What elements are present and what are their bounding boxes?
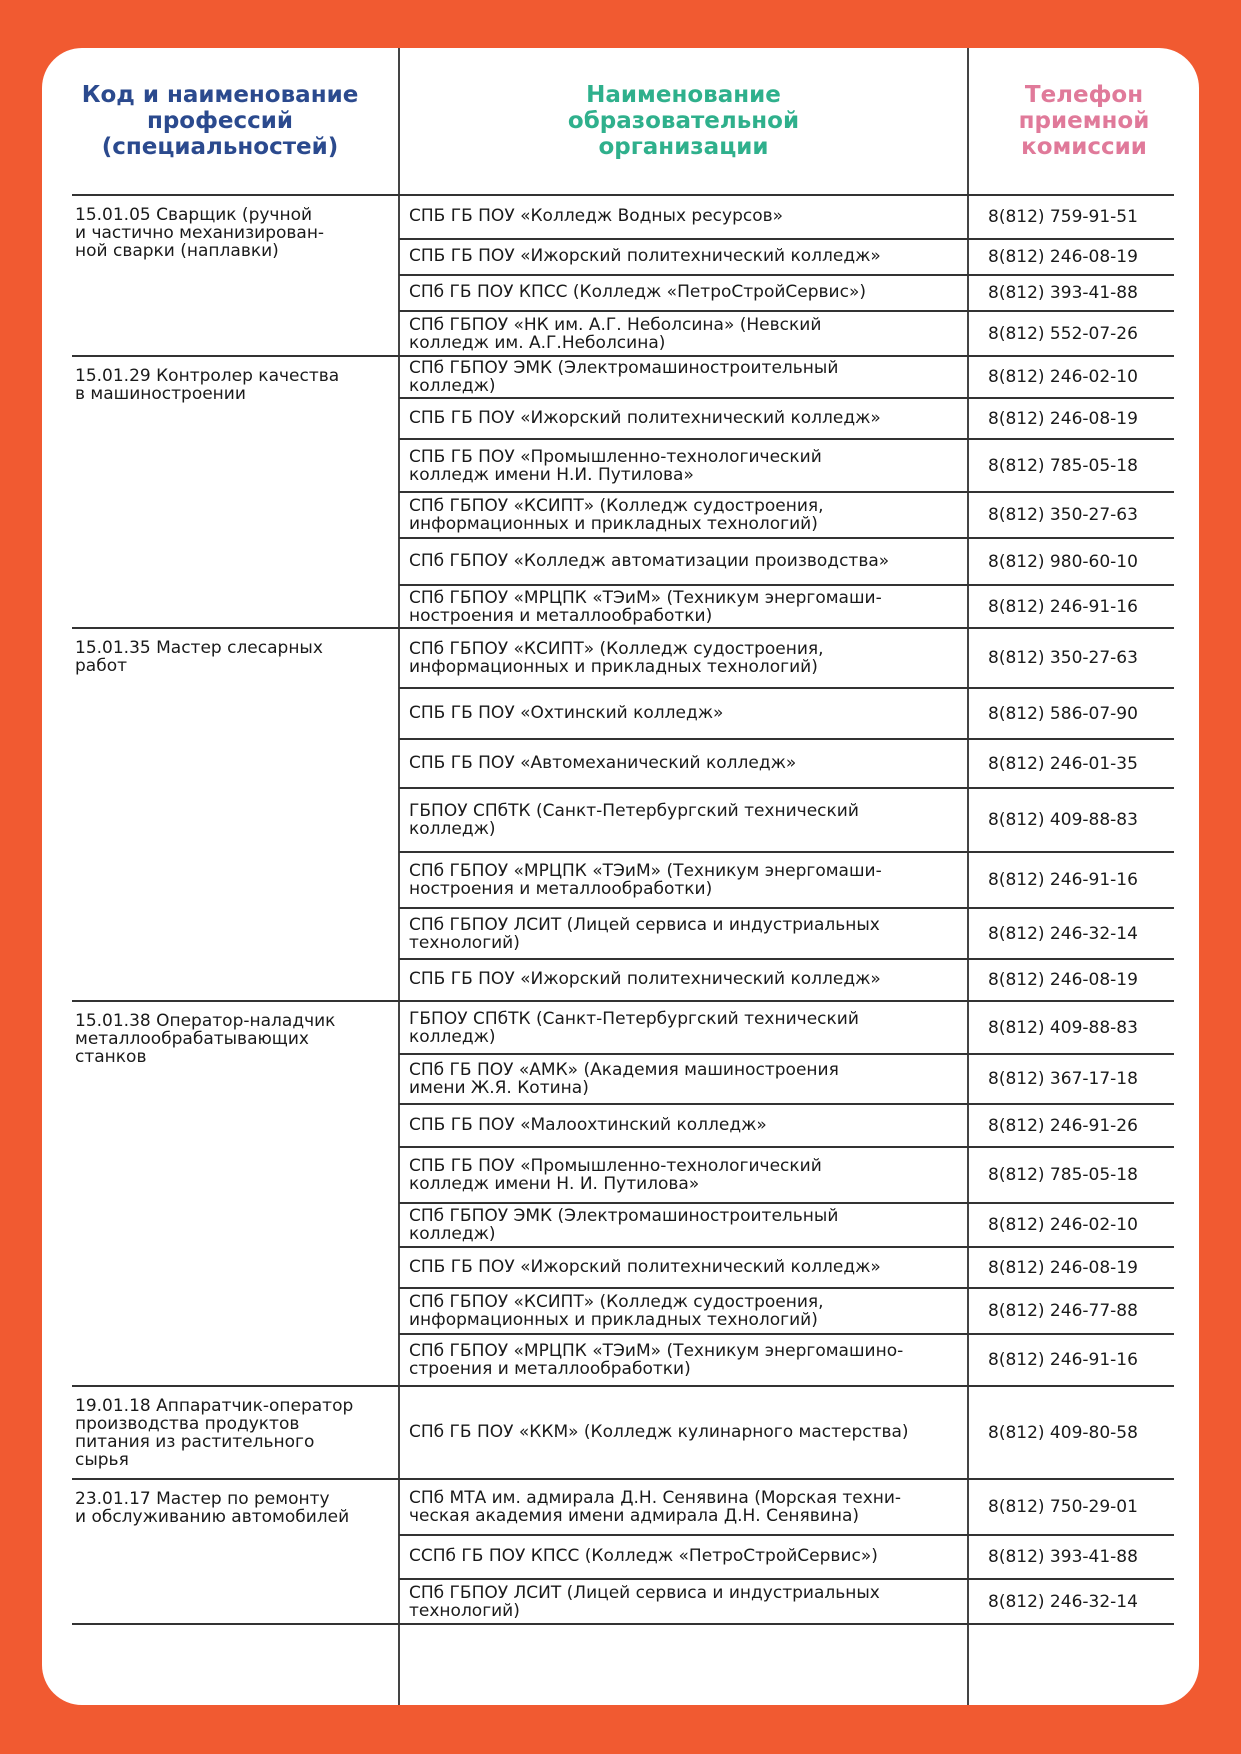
row-divider [72, 1623, 1174, 1625]
organization-cell: СПБ ГБ ПОУ «Ижорский политехнический колледж» [409, 969, 881, 989]
organization-cell: ССПб ГБ ПОУ КПСС (Колледж «ПетроСтройСервис») [409, 1546, 878, 1566]
profession-cell: 15.01.38 Оператор-наладчик металлообрабатывающих станков [75, 1011, 336, 1067]
phone-cell: 8(812) 350-27-63 [988, 648, 1138, 668]
organization-cell: ГБПОУ СПбТК (Санкт-Петербургский технический колледж) [409, 1008, 859, 1047]
row-divider [399, 1202, 1174, 1204]
phone-cell: 8(812) 246-77-88 [988, 1301, 1138, 1321]
organization-cell: СПБ ГБ ПОУ «Колледж Водных ресурсов» [409, 206, 784, 226]
organization-cell: СПБ ГБ ПОУ «Малоохтинский колледж» [409, 1114, 767, 1135]
organization-cell: СПб ГБ ПОУ КПСС (Колледж «ПетроСтройСервис») [409, 282, 866, 302]
organization-cell: СПб ГБПОУ «КСИПТ» (Колледж судостроения, информационных и прикладных технологий) [409, 496, 824, 534]
organization-cell: СПБ ГБ ПОУ «Ижорский политехнический колледж» [409, 407, 881, 428]
phone-cell: 8(812) 246-01-35 [988, 753, 1138, 774]
phone-cell: 8(812) 393-41-88 [988, 283, 1138, 303]
organization-cell: СПб ГБПОУ ЛСИТ (Лицей сервиса и индустриальных технологий) [409, 1582, 880, 1621]
organization-cell: СПБ ГБ ПОУ «Ижорский политехнический колледж» [409, 246, 881, 266]
phone-cell: 8(812) 409-88-83 [988, 810, 1138, 830]
row-divider [399, 491, 1174, 493]
phone-cell: 8(812) 246-32-14 [988, 923, 1138, 944]
phone-cell: 8(812) 246-08-19 [988, 1257, 1138, 1278]
row-divider [72, 1385, 1174, 1387]
organization-cell: СПб ГБПОУ ЛСИТ (Лицей сервиса и индустриальных технологий) [409, 914, 880, 953]
phone-cell: 8(812) 246-91-26 [988, 1115, 1138, 1136]
row-divider [399, 1053, 1174, 1055]
phone-cell: 8(812) 980-60-10 [988, 551, 1138, 572]
profession-cell: 15.01.29 Контролер качества в машиностроении [75, 366, 340, 404]
organization-cell: СПБ ГБ ПОУ «Промышленно-технологический колледж имени Н.И. Путилова» [409, 446, 822, 485]
organization-cell: СПб ГБПОУ ЭМК (Электромашиностроительный колледж) [409, 358, 839, 396]
profession-cell: 23.01.17 Мастер по ремонту и обслуживанию автомобилей [75, 1489, 350, 1527]
phone-cell: 8(812) 246-08-19 [988, 247, 1138, 267]
phone-cell: 8(812) 246-02-10 [988, 1215, 1138, 1235]
organization-cell: СПб ГБПОУ «МРЦПК «ТЭиМ» (Техникум энергомаши- ностроения и металлообработки) [409, 861, 882, 899]
table-body [42, 48, 1199, 1705]
row-divider [399, 738, 1174, 740]
row-divider [399, 1146, 1174, 1148]
header-organization-label: Наименование образовательной организации [567, 82, 800, 160]
row-divider [399, 1287, 1174, 1289]
phone-cell: 8(812) 586-07-90 [988, 703, 1138, 724]
organization-cell: СПб ГБПОУ «МРЦПК «ТЭиМ» (Техникум энергомашино- строения и металлообработки) [409, 1341, 904, 1379]
row-divider [399, 1578, 1174, 1580]
row-divider [399, 851, 1174, 853]
phone-cell: 8(812) 246-08-19 [988, 970, 1138, 990]
row-divider [399, 584, 1174, 586]
header-phone-label: Телефон приемной комиссии [1018, 82, 1150, 160]
profession-cell: 15.01.05 Сварщик (ручной и частично механизирован- ной сварки (наплавки) [75, 205, 325, 261]
organization-cell: СПб ГБПОУ «НК им. А.Г. Неболсина» (Невский колледж им. А.Г.Неболсина) [409, 314, 822, 353]
organization-cell: СПб ГБ ПОУ «ККМ» (Колледж кулинарного мастерства) [409, 1421, 909, 1442]
table-card [42, 48, 1199, 1705]
phone-cell: 8(812) 785-05-18 [988, 455, 1138, 476]
row-divider [399, 1534, 1174, 1536]
organization-cell: СПб ГБПОУ «КСИПТ» (Колледж судостроения, информационных и прикладных технологий) [409, 639, 824, 677]
row-divider [399, 310, 1174, 312]
organization-cell: СПб ГБПОУ «МРЦПК «ТЭиМ» (Техникум энергомаши- ностроения и металлообработки) [409, 587, 882, 626]
row-divider [399, 1333, 1174, 1335]
organization-cell: СПБ ГБ ПОУ «Автомеханический колледж» [409, 752, 797, 773]
phone-cell: 8(812) 246-32-14 [988, 1591, 1138, 1612]
row-divider [399, 438, 1174, 440]
organization-cell: СПб ГБПОУ ЭМК (Электромашиностроительный колледж) [409, 1206, 839, 1244]
row-divider [72, 1478, 1174, 1480]
phone-cell: 8(812) 246-91-16 [988, 1350, 1138, 1370]
profession-cell: 15.01.35 Мастер слесарных работ [75, 638, 323, 676]
row-divider [72, 355, 1174, 357]
row-divider [72, 1000, 1174, 1002]
organization-cell: СПБ ГБ ПОУ «Охтинский колледж» [409, 702, 724, 723]
phone-cell: 8(812) 785-05-18 [988, 1165, 1138, 1185]
row-divider [399, 687, 1174, 689]
row-divider [399, 958, 1174, 960]
organization-cell: ГБПОУ СПбТК (Санкт-Петербургский технический колледж) [409, 801, 859, 839]
phone-cell: 8(812) 350-27-63 [988, 505, 1138, 525]
row-divider [399, 537, 1174, 539]
phone-cell: 8(812) 409-80-58 [988, 1422, 1138, 1443]
header-profession-label: Код и наименование профессий (специальностей) [81, 82, 359, 160]
phone-cell: 8(812) 409-88-83 [988, 1017, 1138, 1038]
phone-cell: 8(812) 759-91-51 [988, 207, 1138, 227]
phone-cell: 8(812) 246-08-19 [988, 408, 1138, 429]
row-divider [399, 397, 1174, 399]
phone-cell: 8(812) 552-07-26 [988, 323, 1138, 344]
row-divider [399, 238, 1174, 240]
row-divider [72, 627, 1174, 629]
phone-cell: 8(812) 393-41-88 [988, 1547, 1138, 1567]
row-divider [72, 194, 1174, 196]
phone-cell: 8(812) 246-02-10 [988, 367, 1138, 387]
row-divider [399, 1103, 1174, 1105]
phone-cell: 8(812) 750-29-01 [988, 1497, 1138, 1517]
organization-cell: СПб МТА им. адмирала Д.Н. Сенявина (Морская техни- ческая академия имени адмирала Д.Н. Сенявина) [409, 1488, 902, 1526]
phone-cell: 8(812) 246-91-16 [988, 870, 1138, 890]
organization-cell: СПБ ГБ ПОУ «Промышленно-технологический колледж имени Н. И. Путилова» [409, 1156, 822, 1194]
row-divider [399, 907, 1174, 909]
phone-cell: 8(812) 367-17-18 [988, 1069, 1138, 1089]
row-divider [399, 1246, 1174, 1248]
organization-cell: СПБ ГБ ПОУ «Ижорский политехнический колледж» [409, 1256, 881, 1277]
phone-cell: 8(812) 246-91-16 [988, 596, 1138, 617]
organization-cell: СПб ГБПОУ «Колледж автоматизации производства» [409, 550, 890, 571]
profession-cell: 19.01.18 Аппаратчик-оператор производства продуктов питания из растительного сырья [75, 1396, 354, 1470]
organization-cell: СПб ГБ ПОУ «АМК» (Академия машиностроения имени Ж.Я. Котина) [409, 1060, 839, 1098]
row-divider [399, 274, 1174, 276]
organization-cell: СПб ГБПОУ «КСИПТ» (Колледж судостроения, информационных и прикладных технологий) [409, 1292, 824, 1330]
row-divider [399, 787, 1174, 789]
